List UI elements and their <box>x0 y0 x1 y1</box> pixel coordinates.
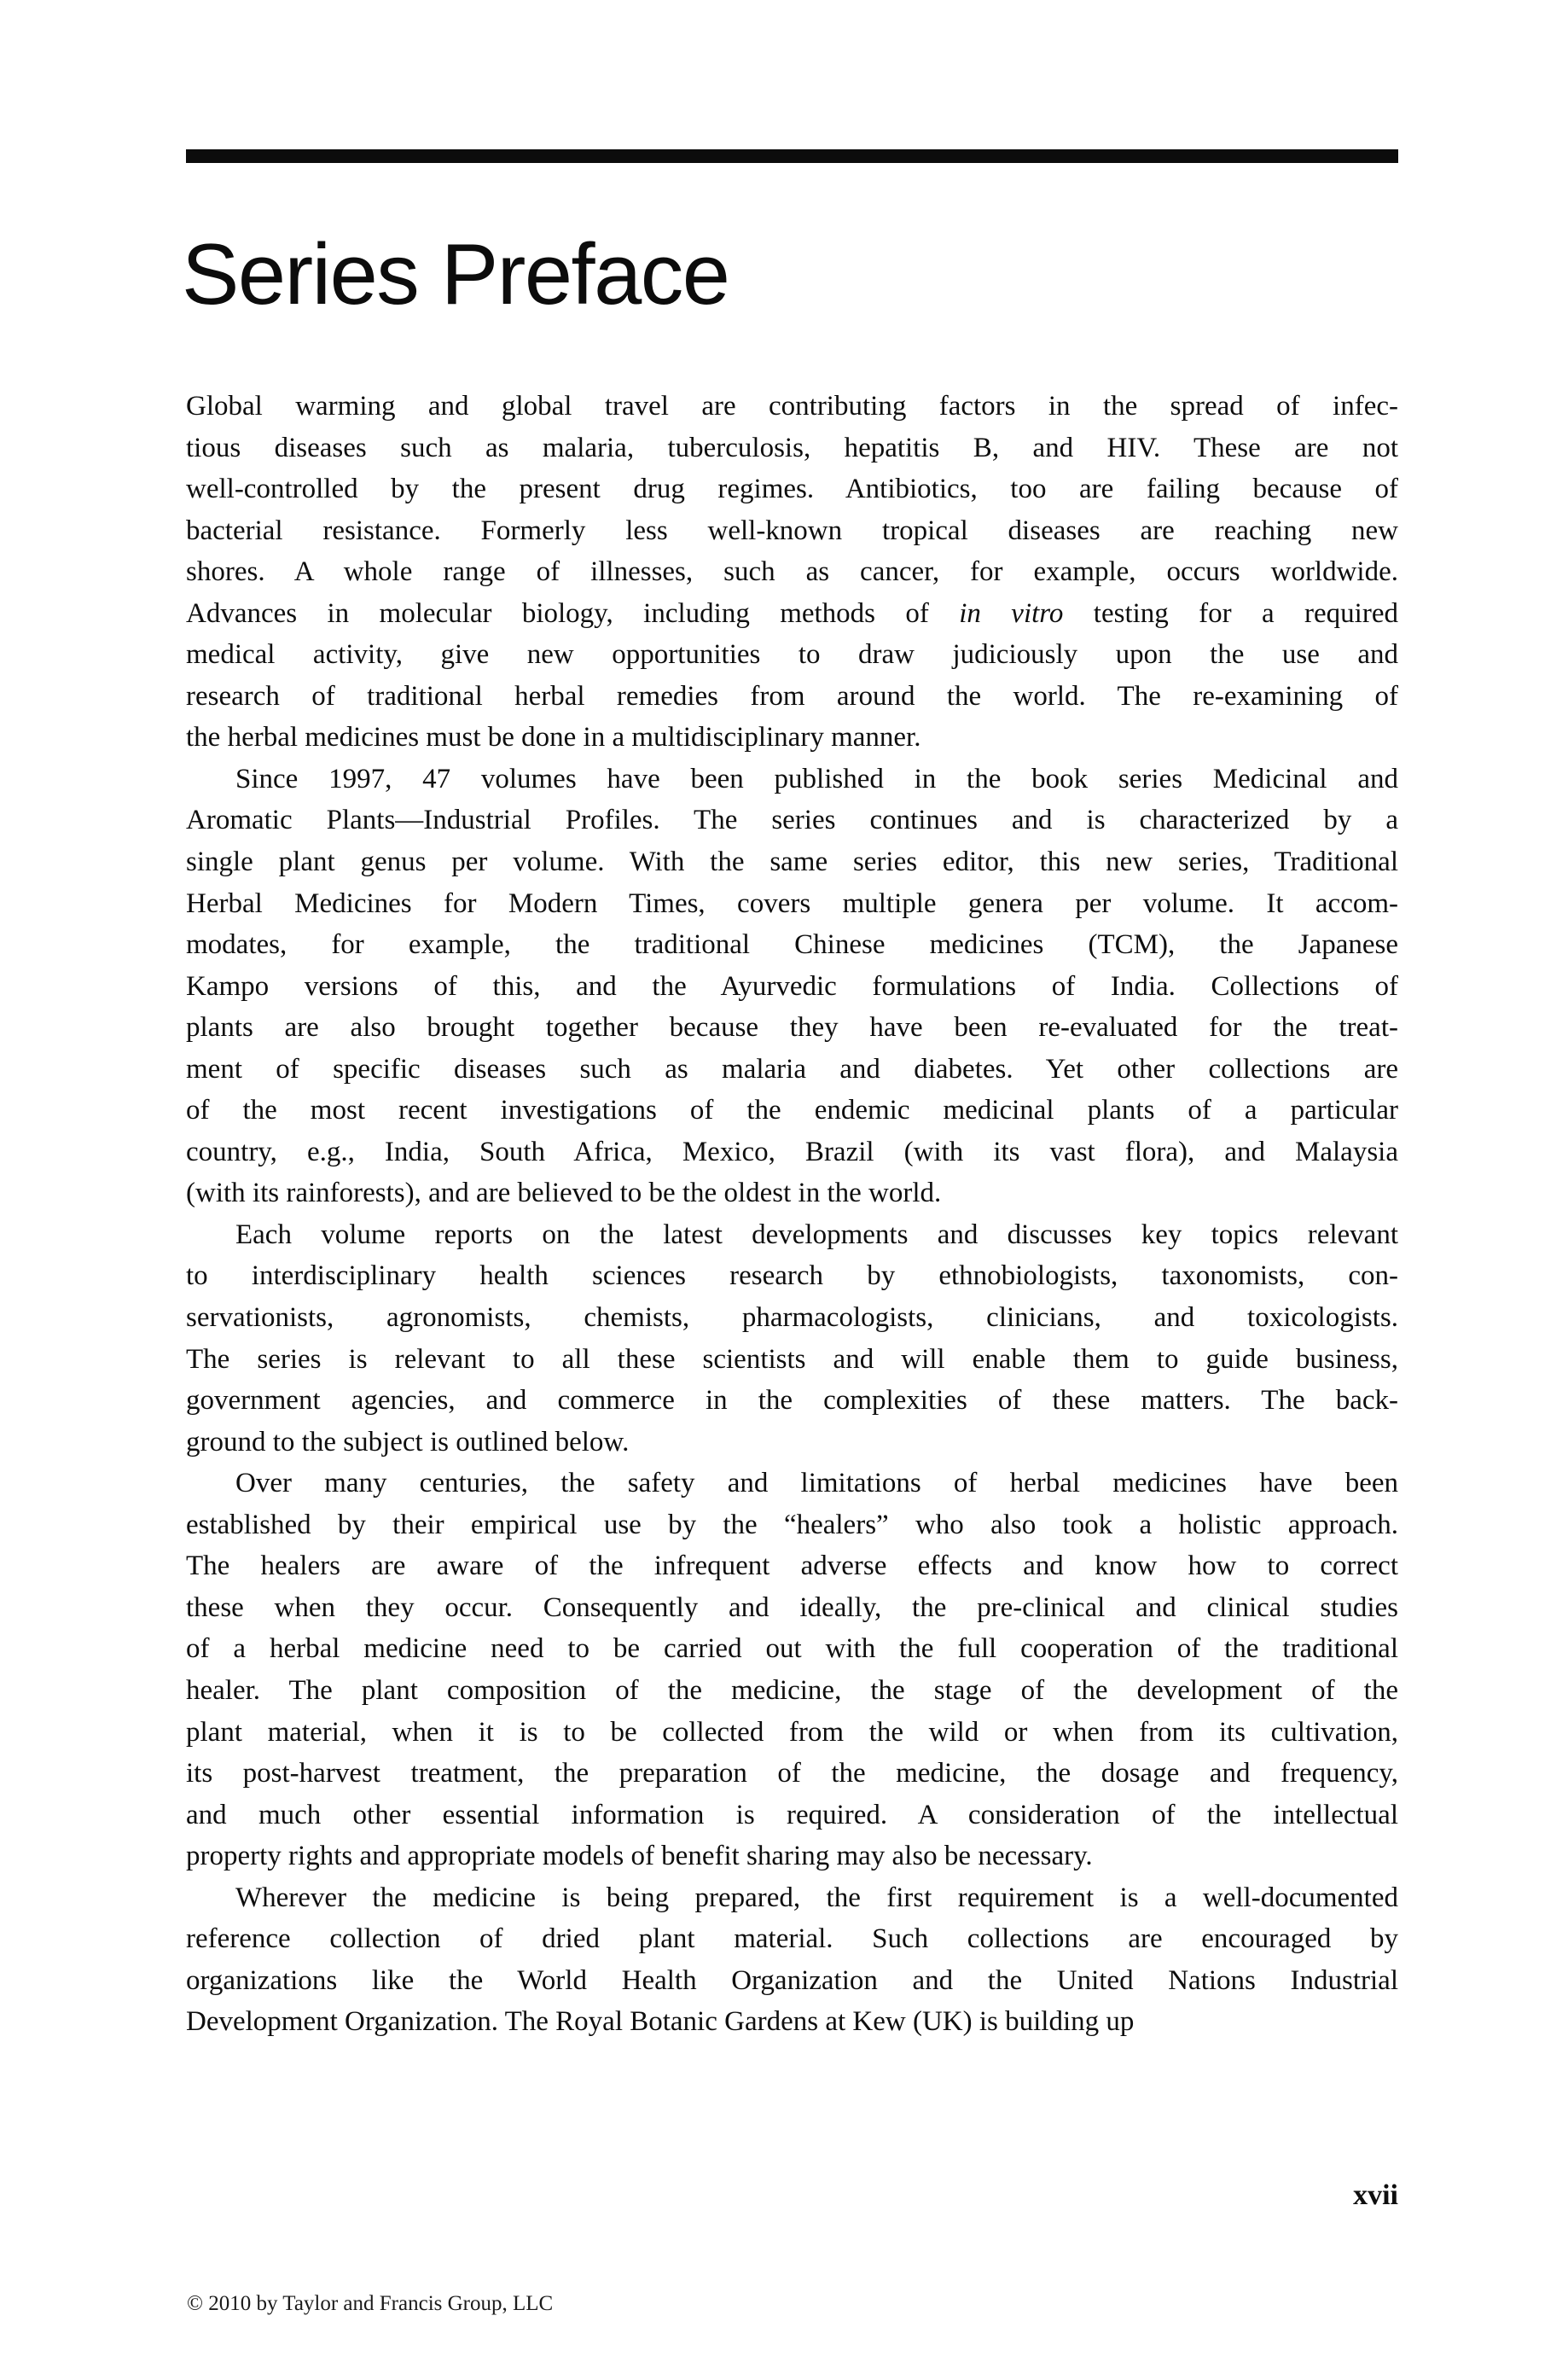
paragraph <box>186 1214 1398 1463</box>
text-line: plants are also brought together because they have been re-evaluated for the treat- <box>186 1012 1398 1044</box>
page-title: Series Preface <box>182 227 729 323</box>
text-line: Wherever the medicine is being prepared, the first requirement is a well-documented <box>235 1882 1398 1913</box>
text-line: of a herbal medicine need to be carried out with the full cooperation of the traditional <box>186 1633 1398 1665</box>
page-number: xvii <box>1353 2179 1398 2211</box>
copyright-notice: © 2010 by Taylor and Francis Group, LLC <box>187 2292 554 2315</box>
text-line: these when they occur. Consequently and ideally, the pre-clinical and clinical studies <box>186 1591 1398 1623</box>
title-rule <box>186 149 1398 163</box>
text-line: Kampo versions of this, and the Ayurvedic formulations of India. Collections of <box>186 970 1398 1002</box>
text-line: Herbal Medicines for Modern Times, covers multiple genera per volume. It accom- <box>186 887 1398 919</box>
text-line: tious diseases such as malaria, tuberculosis, hepatitis B, and HIV. These are not <box>186 432 1398 463</box>
text-line: to interdisciplinary health sciences research by ethnobiologists, taxonomists, con- <box>186 1260 1398 1292</box>
text-line: Over many centuries, the safety and limitations of herbal medicines have been <box>235 1468 1398 1499</box>
text-line: single plant genus per volume. With the same series editor, this new series, Traditional <box>186 847 1398 878</box>
text-line: and much other essential information is required. A consideration of the intellectual <box>186 1799 1398 1830</box>
text-line: its post-harvest treatment, the preparation of the medicine, the dosage and frequency, <box>186 1758 1398 1789</box>
text-line: Global warming and global travel are contributing factors in the spread of infec- <box>186 391 1398 422</box>
preface-body <box>186 386 1398 2043</box>
text-line: Advances in molecular biology, including methods of in vitro testing for a required <box>186 597 1398 629</box>
text-line: plant material, when it is to be collected from the wild or when from its cultivation, <box>186 1716 1398 1748</box>
text-line: organizations like the World Health Organization and the United Nations Industrial <box>186 1964 1398 1996</box>
text-line: The healers are aware of the infrequent adverse effects and know how to correct <box>186 1551 1398 1582</box>
text-line: research of traditional herbal remedies from around the world. The re-examining of <box>186 680 1398 712</box>
text-line: medical activity, give new opportunities to draw judiciously upon the use and <box>186 639 1398 671</box>
text-line: country, e.g., India, South Africa, Mexico, Brazil (with its vast flora), and Malaysia <box>186 1136 1398 1167</box>
paragraph <box>186 1463 1398 1876</box>
text-line: The series is relevant to all these scientists and will enable them to guide business, <box>186 1343 1398 1375</box>
paragraph <box>186 759 1398 1214</box>
text-line: shores. A whole range of illnesses, such as cancer, for example, occurs worldwide. <box>186 556 1398 588</box>
text-line: well-controlled by the present drug regimes. Antibiotics, too are failing because of <box>186 474 1398 505</box>
paragraph <box>186 1877 1398 2043</box>
text-line: established by their empirical use by the “healers” who also took a holistic approach. <box>186 1509 1398 1540</box>
text-line: government agencies, and commerce in the complexities of these matters. The back- <box>186 1385 1398 1417</box>
text-line: Since 1997, 47 volumes have been published in the book series Medicinal and <box>235 763 1398 794</box>
text-line: ment of specific diseases such as malaria and diabetes. Yet other collections are <box>186 1053 1398 1085</box>
text-line: servationists, agronomists, chemists, pharmacologists, clinicians, and toxicologists. <box>186 1302 1398 1334</box>
text-line: ground to the subject is outlined below. <box>186 1426 630 1457</box>
text-line: Each volume reports on the latest developments and discusses key topics relevant <box>235 1219 1398 1250</box>
text-line: modates, for example, the traditional Chinese medicines (TCM), the Japanese <box>186 929 1398 961</box>
paragraph <box>186 386 1398 759</box>
text-line: of the most recent investigations of the endemic medicinal plants of a particular <box>186 1095 1398 1126</box>
text-line: healer. The plant composition of the medicine, the stage of the development of the <box>186 1674 1398 1706</box>
text-line: Development Organization. The Royal Botanic Gardens at Kew (UK) is building up <box>186 2006 1135 2038</box>
text-line: reference collection of dried plant material. Such collections are encouraged by <box>186 1923 1398 1955</box>
text-line: the herbal medicines must be done in a multidisciplinary manner. <box>186 722 921 753</box>
text-line: property rights and appropriate models of benefit sharing may also be necessary. <box>186 1841 1093 1872</box>
text-line: Aromatic Plants—Industrial Profiles. The series continues and is characterized by a <box>186 805 1398 836</box>
text-line: (with its rainforests), and are believed to be the oldest in the world. <box>186 1178 942 1209</box>
text-line: bacterial resistance. Formerly less well-known tropical diseases are reaching new <box>186 515 1398 546</box>
